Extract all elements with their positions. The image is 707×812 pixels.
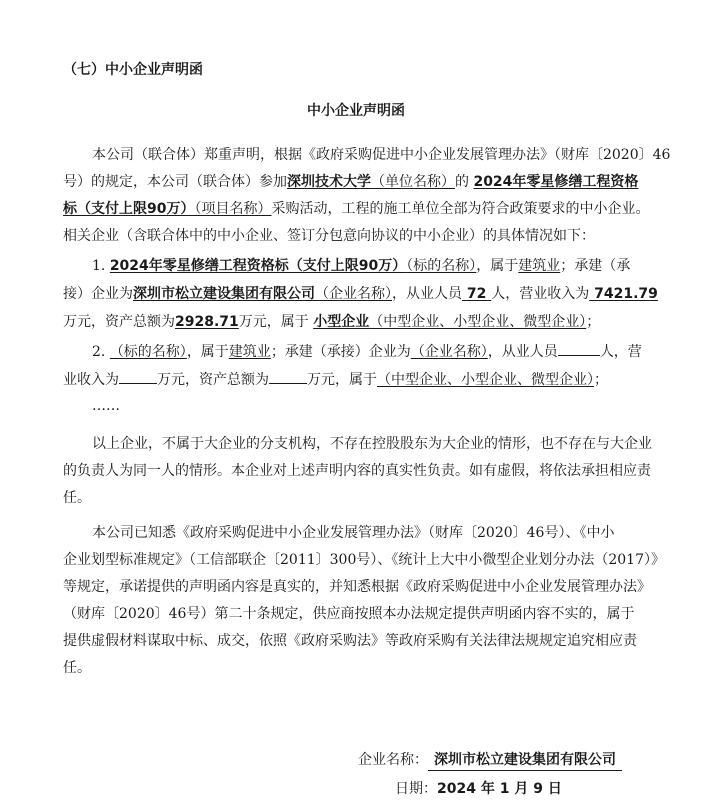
- staff-count-blank: [558, 341, 600, 356]
- text-fragment: ，从业人员: [487, 344, 558, 360]
- para2-line2: 的负责人为同一人的情形。本企业对上述声明内容的真实性负责。如有虚假，将依法承担相应责: [63, 463, 651, 479]
- project-name-note: （项目名称）: [194, 201, 272, 217]
- para3-line5: 提供虚假材料谋取中标、成交，依照《政府采购法》等政府采购有关法律法规规定追究相应责: [63, 633, 637, 649]
- text-fragment: 业收入为: [63, 372, 119, 388]
- section-title: （七）中小企业声明函: [63, 62, 203, 78]
- para3-line1: 本公司已知悉《政府采购促进中小企业发展管理办法》（财库〔2020〕46号）、《中小: [92, 525, 615, 541]
- para1-line1: 本公司（联合体）郑重声明，根据《政府采购促进中小企业发展管理办法》（财库〔2020〕46: [92, 147, 671, 163]
- para3-line2: 企业划型标准规定》（工信部联企〔2011〕300号）、《统计上大中小微型企业划分办法（2017）》: [63, 552, 665, 568]
- para1-line4: 相关企业（含联合体中的中小企业、签订分包意向协议的中小企业）的具体情况如下：: [63, 228, 595, 244]
- staff-count-value: 72: [466, 286, 487, 302]
- unit-name-note: （单位名称）: [371, 174, 455, 190]
- text-fragment: 万元，资产总额为: [157, 372, 269, 388]
- para1-line3: [63, 199, 649, 219]
- ellipsis: ……: [92, 398, 120, 414]
- item2-line1: [92, 341, 642, 362]
- bid-name-note: （标的名称）: [109, 344, 187, 360]
- text-fragment: 人，营业收入为: [491, 286, 590, 302]
- text-fragment: ，属于: [476, 258, 519, 274]
- text-fragment: 万元，属于: [238, 314, 309, 330]
- enterprise-size: 小型企业: [313, 314, 370, 330]
- revenue-value: 7421.79: [594, 286, 658, 302]
- staff-count: [462, 286, 491, 302]
- text-fragment: 万元，属于: [307, 372, 377, 388]
- bid-name: 2024年零星修缮工程资格标（支付上限90万）: [109, 258, 407, 274]
- text-fragment: 万元，资产总额为: [63, 314, 175, 330]
- text-fragment: 号）的规定，本公司（联合体）参加: [63, 174, 287, 190]
- bid-name-note: （标的名称）: [406, 258, 477, 274]
- para2-line3: 任。: [63, 490, 91, 506]
- text-fragment: 人，营: [599, 344, 642, 360]
- item-number: 2.: [92, 344, 106, 360]
- revenue-blank: [119, 369, 157, 384]
- signature-company: [358, 750, 622, 771]
- item2-line2: [63, 369, 608, 390]
- industry-value: 建筑业: [228, 344, 271, 360]
- item-number: 1.: [92, 258, 106, 274]
- company-label: 企业名称：: [358, 752, 428, 768]
- signature-date: [395, 779, 562, 799]
- para1-line2: [63, 172, 638, 192]
- text-fragment: ，属于: [186, 344, 229, 360]
- para3-line3: 等规定，承诺提供的声明函内容是真实的，并知悉根据《政府采购促进中小企业发展管理办法》: [63, 579, 651, 595]
- company-name-note: （企业名称）: [410, 344, 488, 360]
- purchaser-name: 深圳技术大学: [287, 174, 371, 190]
- industry-value: 建筑业: [518, 258, 561, 274]
- project-name-part2: 标（支付上限90万）: [63, 201, 195, 217]
- text-fragment: 的: [455, 174, 469, 190]
- company-name-note: （企业名称）: [315, 286, 392, 302]
- total-assets: 2928.71: [175, 314, 239, 330]
- enterprise-size-note: （中型企业、小型企业、微型企业）: [377, 372, 594, 388]
- text-fragment: ；承建（承接）企业为: [270, 344, 411, 360]
- text-fragment: 采购活动，工程的施工单位全部为符合政策要求的中小企业。: [271, 201, 650, 217]
- item1-line2: [63, 284, 658, 304]
- document-title: 中小企业声明函: [307, 103, 405, 119]
- para3-line4: （财库〔2020〕46号）第二十条规定，供应商按照本办法规定提供声明函内容不实的，属于: [63, 606, 635, 622]
- text-fragment: ；承建（承: [560, 258, 631, 274]
- item1-line3: [63, 312, 600, 332]
- date-label: 日期：: [395, 781, 437, 797]
- text-fragment: ；: [594, 372, 608, 388]
- text-fragment: ，从业人员: [392, 286, 462, 302]
- para2-line1: 以上企业，不属于大企业的分支机构，不存在控股股东为大企业的情形，也不存在与大企业: [92, 436, 652, 452]
- item1-line1: [92, 256, 630, 276]
- total-assets-blank: [269, 369, 307, 384]
- company-name: 深圳市松立建设集团有限公司: [133, 286, 315, 302]
- para3-line6: 任。: [63, 660, 91, 676]
- enterprise-size-note: （中型企业、小型企业、微型企业）: [369, 314, 587, 330]
- signature-company-name: 深圳市松立建设集团有限公司: [428, 750, 622, 771]
- text-fragment: 接）企业为: [63, 286, 133, 302]
- revenue: [589, 286, 658, 302]
- text-fragment: ；: [586, 314, 601, 330]
- signature-date-value: 2024 年 1 月 9 日: [437, 781, 562, 797]
- project-name-part1: 2024年零星修缮工程资格: [473, 174, 639, 190]
